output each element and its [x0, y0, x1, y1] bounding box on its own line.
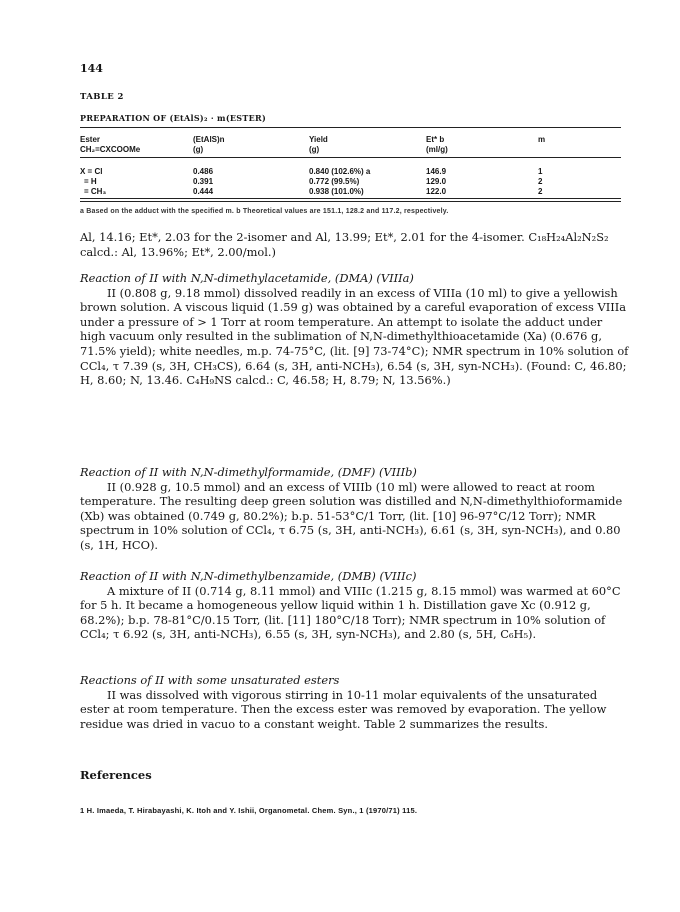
references-heading: References: [80, 768, 152, 782]
header-yield: Yield: [309, 135, 328, 144]
cell-etals: 0.486: [193, 167, 214, 176]
cell-etals: 0.391: [193, 177, 214, 186]
section-dmf: [80, 465, 630, 553]
header-yield-unit: (g): [309, 145, 320, 154]
page-number: 144: [80, 62, 103, 75]
table-bottom-rule-2: [80, 201, 621, 202]
header-ester-formula: CH₂=CXCOOMe: [80, 145, 141, 154]
continuation-paragraph: Al, 14.16; Et*, 2.03 for the 2-isomer and Al, 13.99; Et*, 2.01 for the 4-isomer. C₁₈H₂₄Al₂N₂S₂ calcd.: Al, 13.96%; Et*, 2.00/mol.): [80, 230, 609, 259]
cell-yield: 0.840 (102.6%) a: [309, 167, 371, 176]
table-bottom-rule: [80, 198, 621, 199]
cell-ester: X = Cl: [80, 167, 103, 176]
section-heading: Reaction of II with N,N-dimethylacetamide, (DMA) (VIIIa): [80, 271, 414, 285]
paragraph: A mixture of II (0.714 g, 8.11 mmol) and VIIIc (1.215 g, 8.15 mmol) was warmed at 60°C for 5 h. It became a homogeneous yellow liquid within 1 h. Distillation gave Xc (0.912 g, 68.2%); b.p. 78-81°C/0.15 Torr, (lit. [11] 180°C/18 Torr); NMR spectrum in 10% solution of CCl₄; τ 6.92 (s, 3H, anti-NCH₃), 6.55 (s, 3H, syn-NCH₃), and 2.80 (s, 5H, C₆H₅).: [80, 583, 621, 642]
cell-m: 1: [538, 167, 543, 176]
cell-et: 122.0: [426, 187, 447, 196]
cell-ester: = CH₃: [84, 187, 107, 196]
table-footnote: a Based on the adduct with the specified m. b Theoretical values are 151.1, 128.2 and 117.2, respectively.: [80, 208, 449, 215]
cell-m: 2: [538, 177, 543, 186]
section-heading: Reaction of II with N,N-dimethylbenzamide, (DMB) (VIIIc): [80, 569, 417, 583]
header-etals-unit: (g): [193, 145, 204, 154]
section-dmb: [80, 569, 630, 642]
table-top-rule: [80, 127, 621, 128]
cell-ester: = H: [84, 177, 97, 186]
header-et: Et* b: [426, 135, 445, 144]
cell-yield: 0.938 (101.0%): [309, 187, 364, 196]
reference-item: 1 H. Imaeda, T. Hirabayashi, K. Itoh and Y. Ishii, Organometal. Chem. Syn., 1 (1970/71) 115.: [80, 806, 418, 815]
body-text: [80, 230, 630, 259]
paragraph: II (0.808 g, 9.18 mmol) dissolved readily in an excess of VIIIa (10 ml) to give a yellowish brown solution. A viscous liquid (1.59 g) was obtained by a careful evaporation of excess VIIIa under a pressure of > 1 Torr at room temperature. An attempt to isolate the adduct under high vacuum only resulted in the sublimation of N,N-dimethylthioacetamide (Xa) (0.676 g, 71.5% yield); white needles, m.p. 74-75°C, (lit. [9] 73-74°C); NMR spectrum in 10% solution of CCl₄, τ 7.39 (s, 3H, CH₃CS), 6.64 (s, 3H, anti-NCH₃), 6.54 (s, 3H, syn-NCH₃). (Found: C, 46.80; H, 8.60; N, 13.46. C₄H₉NS calcd.: C, 46.58; H, 8.79; N, 13.56%.): [80, 285, 629, 388]
section-esters: [80, 673, 630, 731]
section-heading: Reactions of II with some unsaturated esters: [80, 673, 340, 687]
section-heading: Reaction of II with N,N-dimethylformamide, (DMF) (VIIIb): [80, 465, 417, 479]
cell-etals: 0.444: [193, 187, 214, 196]
paragraph: II (0.928 g, 10.5 mmol) and an excess of VIIIb (10 ml) were allowed to react at room temperature. The resulting deep green solution was distilled and N,N-dimethylthioformamide (Xb) was obtained (0.749 g, 80.2%); b.p. 51-53°C/1 Torr, (lit. [10] 96-97°C/12 Torr); NMR spectrum in 10% solution of CCl₄, τ 6.75 (s, 3H, anti-NCH₃), 6.61 (s, 3H, syn-NCH₃), and 0.80 (s, 1H, HCO).: [80, 479, 623, 552]
table-header-rule: [80, 157, 621, 158]
header-ester: Ester: [80, 135, 101, 144]
cell-et: 146.9: [426, 167, 447, 176]
header-m: m: [538, 135, 546, 144]
paragraph: II was dissolved with vigorous stirring in 10-11 molar equivalents of the unsaturated ester at room temperature. Then the excess ester was removed by evaporation. The yellow residue was dried in vacuo to a constant weight. Table 2 summarizes the results.: [80, 687, 607, 731]
table-title: TABLE 2: [80, 92, 124, 102]
table-caption: PREPARATION OF (EtAlS)₂ · m(ESTER): [80, 113, 267, 123]
cell-et: 129.0: [426, 177, 447, 186]
header-et-unit: (ml/g): [426, 145, 448, 154]
cell-yield: 0.772 (99.5%): [309, 177, 360, 186]
cell-m: 2: [538, 187, 543, 196]
header-etals: (EtAlS)n: [193, 135, 225, 144]
section-dma: [80, 271, 630, 388]
